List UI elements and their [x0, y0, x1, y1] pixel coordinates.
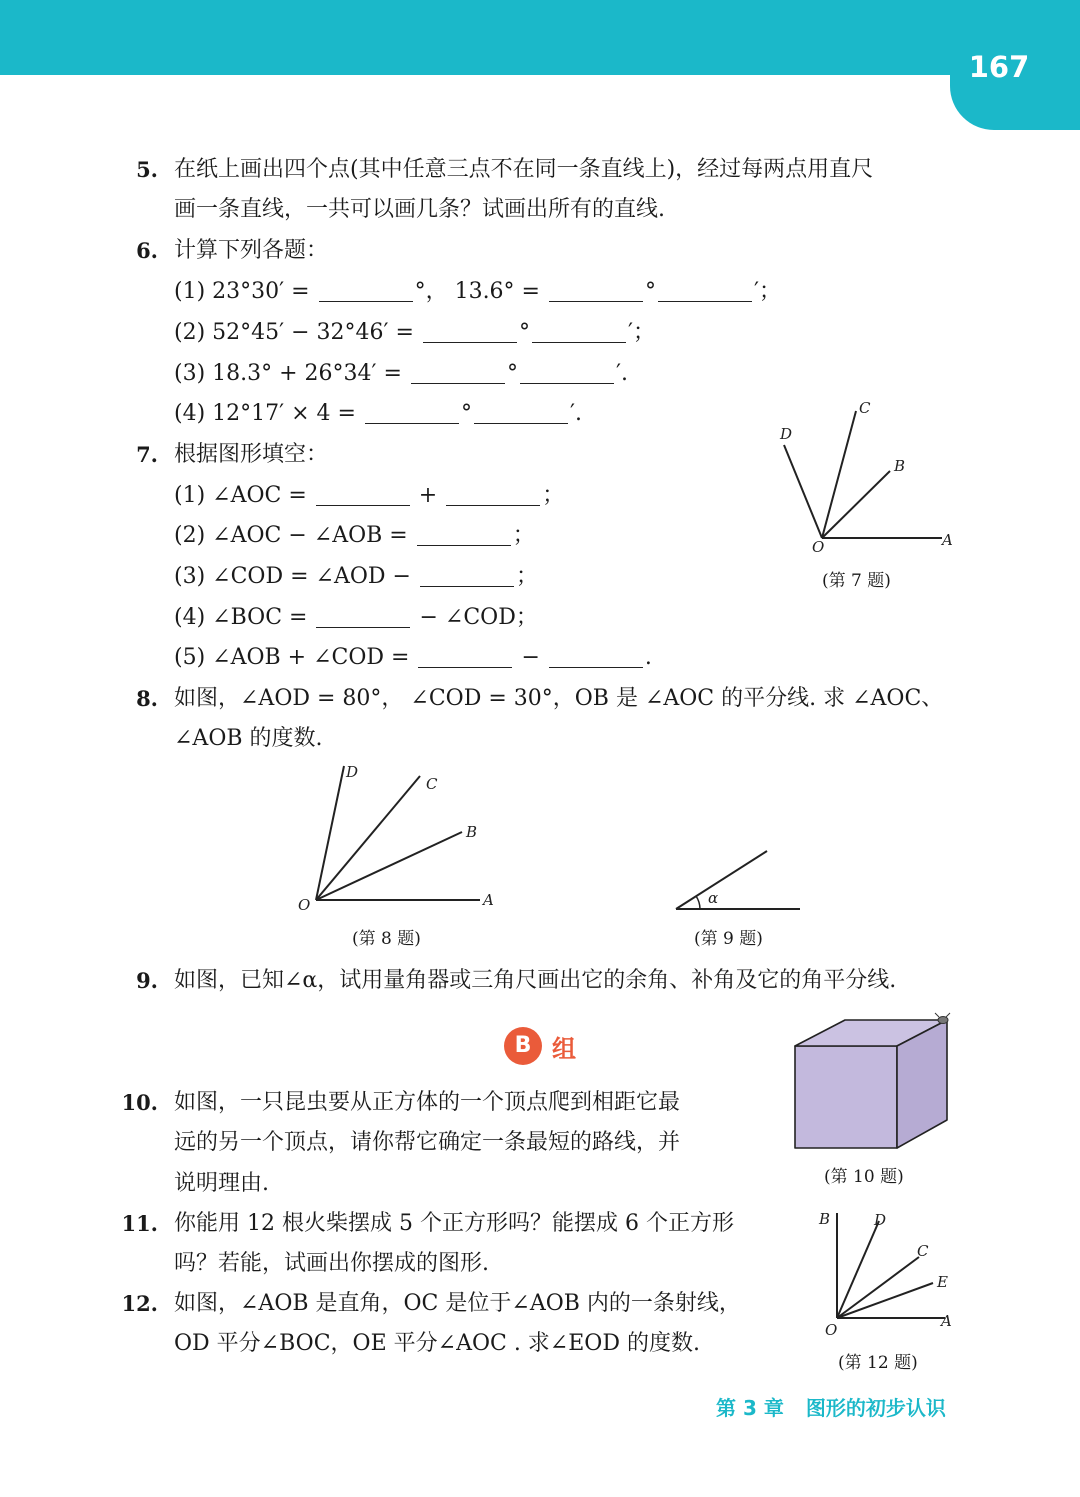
label-b: B — [819, 1210, 831, 1228]
q6-p4-text-b: ° — [460, 401, 472, 426]
q5-line2: 画一条直线，一共可以画几条？试画出所有的直线. — [174, 197, 665, 222]
label-b: B — [894, 457, 906, 475]
answer-blank[interactable] — [549, 279, 643, 302]
q7-part3 — [174, 562, 538, 592]
q6-part4 — [174, 399, 582, 429]
answer-blank[interactable] — [532, 320, 626, 343]
q10-line2: 远的另一个顶点，请你帮它确定一条最短的路线，并 — [174, 1130, 681, 1155]
q8-figure — [290, 760, 510, 920]
ray-od — [784, 445, 822, 538]
q10-caption: (第 10 题) — [824, 1167, 904, 1187]
q5-number: 5. — [136, 157, 158, 182]
ray-ob — [822, 471, 890, 538]
q7-part4 — [174, 603, 538, 633]
answer-blank[interactable] — [365, 401, 459, 424]
label-o: O — [298, 896, 311, 914]
q11-number: 11. — [121, 1211, 158, 1236]
answer-blank[interactable] — [658, 279, 752, 302]
answer-blank[interactable] — [420, 564, 514, 587]
answer-blank[interactable] — [316, 483, 410, 506]
q7-p4-text-b: − ∠COD； — [419, 605, 538, 630]
label-o: O — [825, 1321, 838, 1339]
q6-p3-text-a: (3) 18.3° + 26°34′ = — [174, 361, 402, 386]
label-d: D — [346, 763, 359, 781]
q6-p2-text-c: ′； — [627, 320, 655, 345]
q8-line2: ∠AOB 的度数. — [174, 726, 323, 751]
q12-line1: 如图，∠AOB 是直角，OC 是位于∠AOB 内的一条射线， — [174, 1291, 741, 1316]
q6-p4-text-c: ′. — [569, 401, 582, 426]
header-band — [0, 0, 1080, 75]
cube-front-face — [795, 1046, 897, 1148]
q6-p3-text-b: ° — [506, 361, 518, 386]
q7-p1-text-b: + — [418, 483, 438, 508]
angle-arc — [696, 896, 700, 909]
ray-side — [676, 851, 767, 909]
q10-line3: 说明理由. — [174, 1171, 269, 1196]
q10-cube-figure — [785, 1008, 960, 1158]
group-b-badge: B — [504, 1027, 542, 1065]
answer-blank[interactable] — [520, 361, 614, 384]
answer-blank[interactable] — [411, 361, 505, 384]
q10-number: 10. — [121, 1090, 158, 1115]
chapter-footer — [716, 1392, 946, 1421]
q9-line1: 如图，已知∠α，试用量角器或三角尺画出它的余角、补角及它的角平分线. — [174, 968, 897, 993]
label-c: C — [426, 775, 438, 793]
answer-blank[interactable] — [474, 401, 568, 424]
answer-blank[interactable] — [549, 645, 643, 668]
q9-caption: (第 9 题) — [694, 929, 763, 949]
label-alpha: α — [708, 889, 719, 907]
q6-p4-text-a: (4) 12°17′ × 4 = — [174, 401, 356, 426]
q7-part5 — [174, 643, 652, 673]
q6-p1-text-b: °， 13.6° = — [414, 279, 540, 304]
q8-number: 8. — [136, 686, 158, 711]
answer-blank[interactable] — [316, 605, 410, 628]
q7-p3-text-a: (3) ∠COD = ∠AOD − — [174, 564, 411, 589]
group-b-label: 组 — [552, 1035, 576, 1063]
q7-p5-text-b: − — [521, 645, 540, 670]
answer-blank[interactable] — [319, 279, 413, 302]
q6-title: 计算下列各题： — [174, 238, 329, 263]
q10-line1: 如图，一只昆虫要从正方体的一个顶点爬到相距它最 — [174, 1090, 681, 1115]
q7-p4-text-a: (4) ∠BOC = — [174, 605, 308, 630]
ray-oc — [316, 776, 420, 900]
q6-part1 — [174, 277, 781, 307]
q7-p2-text-b: ； — [512, 523, 535, 548]
label-d: D — [780, 425, 793, 443]
ray-ob — [316, 832, 462, 900]
q6-p1-text-d: ′； — [753, 279, 781, 304]
q7-caption: (第 7 题) — [822, 571, 891, 591]
q6-part2 — [174, 318, 655, 348]
q7-p1-text-c: ； — [542, 483, 565, 508]
q7-title: 根据图形填空： — [174, 442, 329, 467]
q8-caption: (第 8 题) — [352, 929, 421, 949]
answer-blank[interactable] — [418, 645, 512, 668]
q9-number: 9. — [136, 968, 158, 993]
answer-blank[interactable] — [446, 483, 540, 506]
q7-figure — [770, 395, 960, 555]
q11-line2: 吗？若能，试画出你摆成的图形. — [174, 1251, 489, 1276]
label-a: A — [483, 891, 494, 909]
q6-p1-text-c: ° — [644, 279, 656, 304]
answer-blank[interactable] — [423, 320, 517, 343]
answer-blank[interactable] — [417, 523, 511, 546]
label-c: C — [917, 1242, 929, 1260]
label-o: O — [812, 538, 825, 556]
label-d: D — [874, 1211, 887, 1229]
q12-caption: (第 12 题) — [838, 1353, 918, 1373]
q6-p3-text-c: ′. — [615, 361, 628, 386]
q6-p2-text-b: ° — [518, 320, 530, 345]
q7-p5-text-a: (5) ∠AOB + ∠COD = — [174, 645, 410, 670]
label-a: A — [941, 1312, 952, 1330]
q6-part3 — [174, 359, 628, 389]
q7-p3-text-b: ； — [515, 564, 538, 589]
ray-od — [316, 766, 344, 900]
q7-number: 7. — [136, 442, 158, 467]
label-e: E — [937, 1273, 948, 1291]
q7-p5-text-c: . — [644, 645, 652, 670]
q5-line1: 在纸上画出四个点(其中任意三点不在同一条直线上)，经过每两点用直尺 — [174, 157, 874, 182]
chapter-title: 图形的初步认识 — [805, 1396, 946, 1420]
q8-line1: 如图，∠AOD = 80°， ∠COD = 30°，OB 是 ∠AOC 的平分线. 求 ∠AOC、 — [174, 686, 944, 711]
q7-p2-text-a: (2) ∠AOC − ∠AOB = — [174, 523, 408, 548]
q7-part1 — [174, 481, 564, 511]
ray-oc — [822, 411, 856, 538]
q12-line2: OD 平分∠BOC，OE 平分∠AOC . 求∠EOD 的度数. — [174, 1331, 700, 1356]
q12-figure — [815, 1205, 965, 1340]
q6-p1-text-a: (1) 23°30′ = — [174, 279, 310, 304]
label-c: C — [859, 399, 871, 417]
q9-figure — [670, 845, 810, 915]
label-b: B — [466, 823, 478, 841]
q6-number: 6. — [136, 238, 158, 263]
q11-line1: 你能用 12 根火柴摆成 5 个正方形吗？能摆成 6 个正方形 — [174, 1211, 734, 1236]
chapter-number: 第 3 章 — [716, 1396, 784, 1420]
page-number: 167 — [968, 50, 1030, 84]
q7-p1-text-a: (1) ∠AOC = — [174, 483, 307, 508]
q12-number: 12. — [121, 1291, 158, 1316]
ray-oe — [837, 1283, 933, 1318]
q6-p2-text-a: (2) 52°45′ − 32°46′ = — [174, 320, 414, 345]
label-a: A — [942, 531, 953, 549]
q7-part2 — [174, 521, 535, 551]
